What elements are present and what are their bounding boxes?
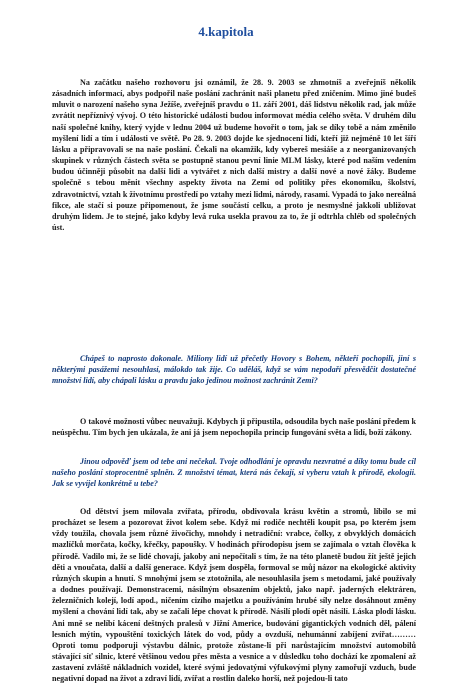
paragraph-answer-2: O takové možnosti vůbec neuvažuji. Kdybych ji připustila, odsoudila bych naše poslání předem k neúspěchu. Tím bych jen ukázala, že ani já jsem nepochopila princip fungování světa a lidí, boží zákony. — [52, 417, 416, 438]
paragraph-question-1: Chápeš to naprosto dokonale. Miliony lidí už přečetly Hovory s Bohem, někteří pochopili, jiní s některými pasážemi nesouhlasí, málokdo tak žije. Co uděláš, když se vám nepodaří přesvědčit dostatečné množství lidí, aby chápali lásku a pravdu jako jedinou možnost zachránit Zemi? — [52, 354, 416, 386]
paragraph-question-2: Jinou odpověď jsem od tebe ani nečekal. Tvoje odhodlání je opravdu nezvratné a díky tomu bude cíl našeho poslání stoprocentně splněn. Z množství témat, která nás čekají, si vyberu vztah k přírodě, ekologii. Jak se vyvíjel konkrétně u tebe? — [52, 457, 416, 489]
paragraph-answer-1: Na začátku našeho rozhovoru jsi oznámil, že 28. 9. 2003 se zhmotníš a zveřejníš několik zásadních informací, abys podpořil naše poslání zachránit naši planetu před zničením. Mimo jiné budeš mluvit o narození našeho syna Ježíše, zveřejníš pravdu o 11. září 2001, dáš lidstvu několik rad, jak může zvrátit nepříznivý vývoj. O této historické události budou informovat média celého světa. V druhém dílu naší společné knihy, který vyjde v lednu 2004 už budeme hovořit o tom, jak se díky tobě a nám změnilo myšlení lidí a tím i události ve světě. Po 28. 9. 2003 dojde ke sjednocení lidí, kteří již nejméně 10 let šíří lásku a připravovali se na naše poslání. Čekali na okamžik, kdy vybereš mesiáše a z neorganizovaných skupinek v různých částech světa se postupně stanou pevní linie MLM lásky, které pod naším vedením budou účinněji působit na další lidi a vytvářet z nich další mistry a další nové a nové žáky. Budeme společně s tebou měnit všechny aspekty života na Zemi od politiky přes ekonomiku, školství, zdravotnictví, vztah k životnímu prostředí po vztahy mezi lidmi, národy, rasami. Vypadá to jako nereálná fikce, ale stačí si pouze připomenout, že jsme součástí celku, a proto je nesmyslné jakkoli ubližovat druhým lidem. Je to stejné, jako kdyby levá ruka usekla pravou za to, že jí odtrhla chléb od společných úst. — [52, 78, 416, 233]
paragraph-answer-3: Od dětství jsem milovala zvířata, přírodu, obdivovala krásu květin a stromů, líbilo se mi procházet se lesem a pozorovat život kolem sebe. Když mi rodiče nechtěli koupit psa, po kterém jsem vždy toužila, chovala jsem různé živočichy, mnohdy i netradiční: vrabce, čolky, z obvyklých domácích mazlíčků morčata, kočky, křečky, papoušky. V hodinách přírodopisu jsem se zajímala o vztah člověka k přírodě. Vadilo mi, že se lidé chovají, jakoby ani nepočítali s tím, že na této planetě budou žít ještě jejich děti a vnoučata, další a další generace. Když jsem dospěla, formoval se můj názor na ekologické aktivity různých skupin a hnutí. S mnohými jsem se ztotožnila, ale nesouhlasila jsem s metodami, jaké používaly a dodnes používají. Demonstracemi, násilným obsazením objektů, jako např. jaderných elektráren, železničních kolejí, lodí apod., ničením cizího majetku a používáním hrubé síly nelze dosáhnout změny myšlení a chování lidí tak, aby se začali lépe chovat k přírodě. Násilí plodí opět násilí. Láska plodí lásku. Ani mně se nelíbí kácení deštných pralesů v Jižní Americe, budování gigantických vodních děl, pálení lesních mýtin, vypouštění toxických látek do vod, půdy a ovzduší, nehumánní zabíjení zvířat……… Oproti tomu podporuji výstavbu dálnic, protože zůstane-li při narůstajícím množství automobilů stávající síť silnic, které většinou vedou přes města a vesnice a v důsledku toho dochází ke zpomalení až zastavení zvláště nákladních vozidel, které svými jedovatými výfukovými plyny zamořují vzduch, bude negativní dopad na život a zdraví lidí, zvířat a rostlin daleko horší, než pojedou-li tato — [52, 507, 416, 684]
chapter-title: 4.kapitola — [198, 24, 254, 39]
